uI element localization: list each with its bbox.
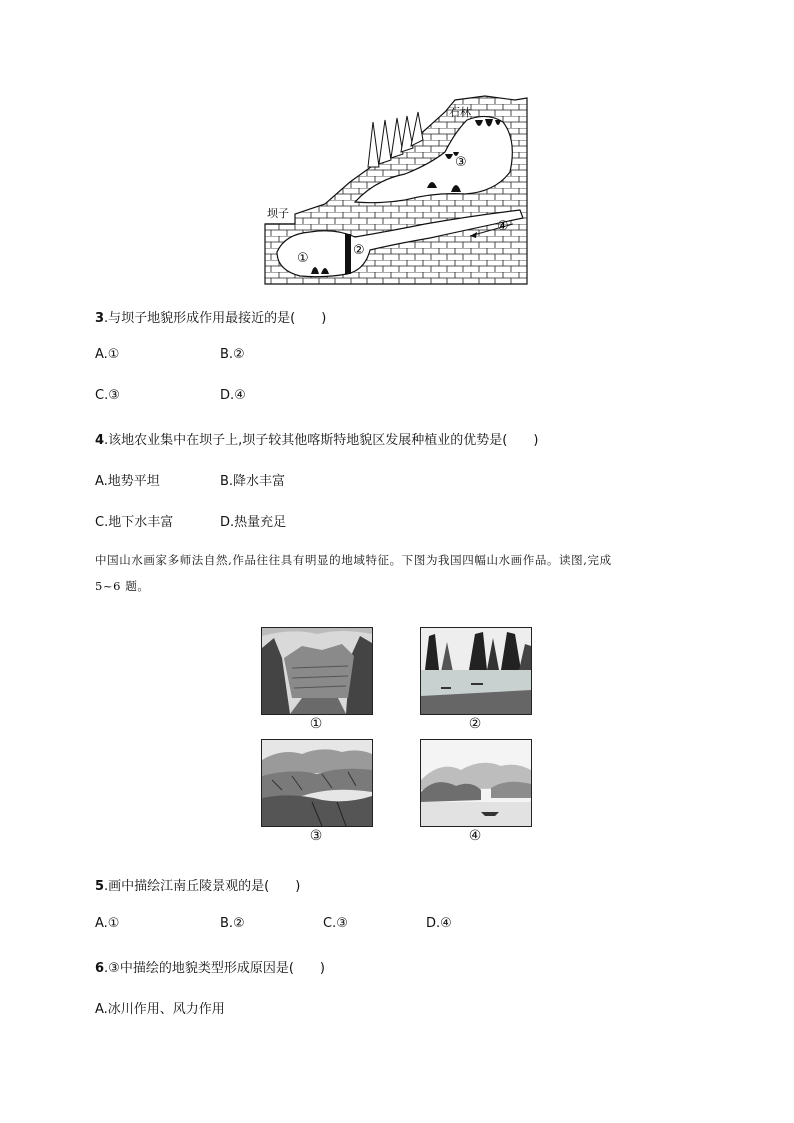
option-b: B.降水丰富 bbox=[220, 474, 286, 489]
intro-line-2: 5~6 题。 bbox=[95, 579, 150, 593]
question-text: .③中描绘的地貌类型形成原因是( ) bbox=[104, 961, 325, 976]
question-number: 3 bbox=[95, 311, 105, 326]
karst-cross-section-diagram bbox=[255, 92, 535, 287]
painting-3 bbox=[261, 739, 373, 827]
question-number: 4 bbox=[95, 433, 105, 448]
option-d: D.④ bbox=[426, 916, 452, 931]
painting-4-caption: ④ bbox=[468, 828, 482, 844]
marker-3: ③ bbox=[455, 155, 467, 170]
option-a: A.冰川作用、风力作用 bbox=[95, 1002, 225, 1017]
marker-4: ④ bbox=[497, 219, 509, 234]
question-4 bbox=[95, 429, 538, 448]
question-text: .画中描绘江南丘陵景观的是( ) bbox=[104, 879, 301, 894]
question-number: 6 bbox=[95, 961, 105, 976]
question-text: .与坝子地貌形成作用最接近的是( ) bbox=[104, 311, 327, 326]
question-5 bbox=[95, 875, 300, 894]
option-b: B.② bbox=[220, 347, 245, 362]
painting-2 bbox=[420, 627, 532, 715]
option-a: A.地势平坦 bbox=[95, 474, 160, 489]
question-text: .该地农业集中在坝子上,坝子较其他喀斯特地貌区发展种植业的优势是( ) bbox=[104, 433, 539, 448]
option-c: C.③ bbox=[323, 916, 348, 931]
intro-line-1: 中国山水画家多师法自然,作品往往具有明显的地域特征。下图为我国四幅山水画作品。读图,完成 bbox=[95, 553, 612, 567]
option-b: B.② bbox=[220, 916, 245, 931]
stalagmite-pillar bbox=[345, 234, 351, 274]
question-number: 5 bbox=[95, 879, 105, 894]
option-a: A.① bbox=[95, 916, 120, 931]
option-d: D.④ bbox=[220, 388, 246, 403]
label-shilin: 石林 bbox=[449, 106, 471, 119]
painting-3-caption: ③ bbox=[309, 828, 323, 844]
painting-1-caption: ① bbox=[309, 716, 323, 732]
marker-1: ① bbox=[297, 251, 309, 266]
option-c: C.③ bbox=[95, 388, 120, 403]
painting-4 bbox=[420, 739, 532, 827]
painting-2-caption: ② bbox=[468, 716, 482, 732]
option-d: D.热量充足 bbox=[220, 515, 287, 530]
marker-2: ② bbox=[353, 243, 365, 258]
option-a: A.① bbox=[95, 347, 120, 362]
question-3 bbox=[95, 307, 326, 326]
option-c: C.地下水丰富 bbox=[95, 515, 174, 530]
label-bazi: 坝子 bbox=[267, 207, 289, 220]
question-6 bbox=[95, 957, 325, 976]
painting-1 bbox=[261, 627, 373, 715]
intro-paragraph bbox=[95, 547, 695, 599]
